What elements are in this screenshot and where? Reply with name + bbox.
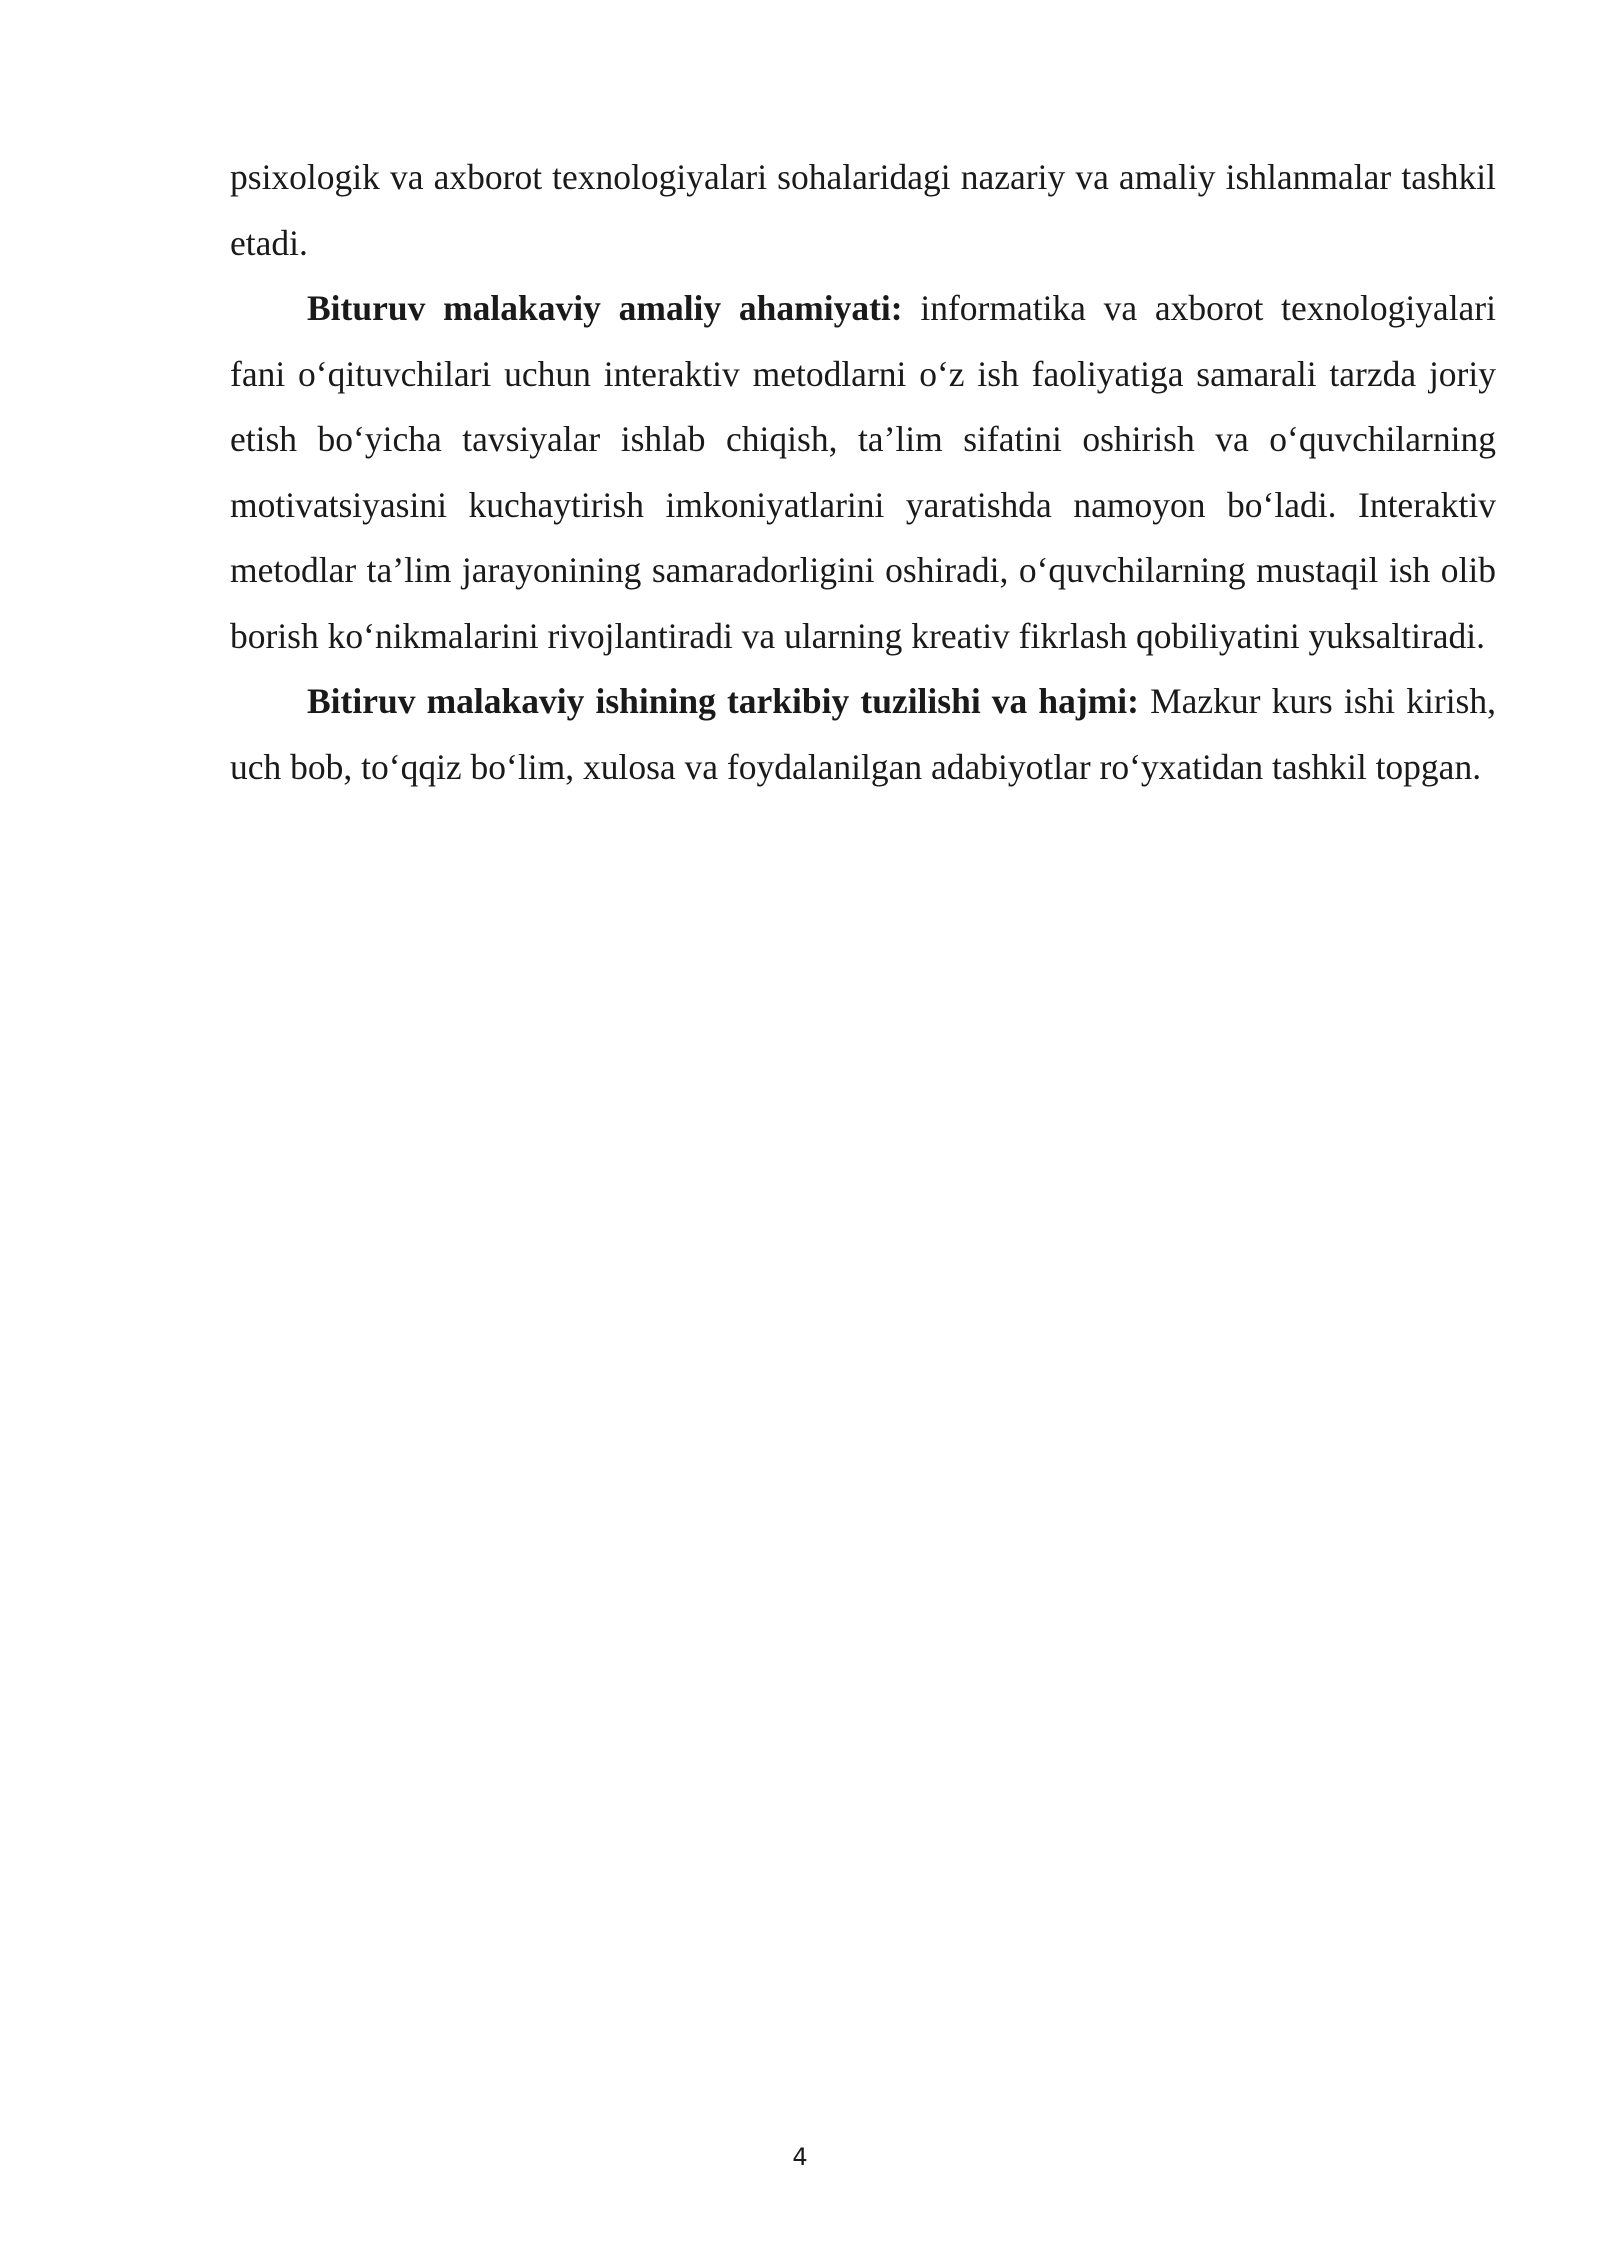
paragraph-text: informatika va axborot texnologiyalari fani o‘qituvchilari uchun interaktiv metodlarni o‘z ish faoliyatiga samarali tarzda joriy etish bo‘yicha tavsiyalar ishlab chiqish, ta’lim sifatini oshirish va o‘quvchilarning motivatsiyasini kuchaytirish imkoniyatlarini yaratishda namoyon bo‘ladi. Interaktiv metodlar ta’lim jarayonining samaradorligini oshiradi, o‘quvchilarning mustaqil ish olib borish ko‘nikmalarini rivojlantiradi va ularning kreativ fikrlash qobiliyatini yuksaltiradi. [230, 288, 1496, 656]
paragraph-continuation [230, 145, 1496, 276]
paragraph-structure-and-volume [230, 669, 1496, 800]
paragraph-text: psixologik va axborot texnologiyalari sohalaridagi nazariy va amaliy ishlanmalar tashkil etadi. [230, 157, 1496, 263]
paragraph-heading: Bitiruv malakaviy ishining tarkibiy tuzilishi va hajmi: [307, 681, 1139, 721]
page-number: 4 [792, 2143, 808, 2171]
paragraph-heading: Bituruv malakaviy amaliy ahamiyati: [307, 288, 903, 328]
paragraph-text: Mazkur kurs ishi kirish, uch bob, to‘qqiz bo‘lim, xulosa va foydalanilgan adabiyotlar ro‘yxatidan tashkil topgan. [230, 681, 1496, 787]
document-body [230, 145, 1496, 800]
paragraph-practical-significance [230, 276, 1496, 669]
